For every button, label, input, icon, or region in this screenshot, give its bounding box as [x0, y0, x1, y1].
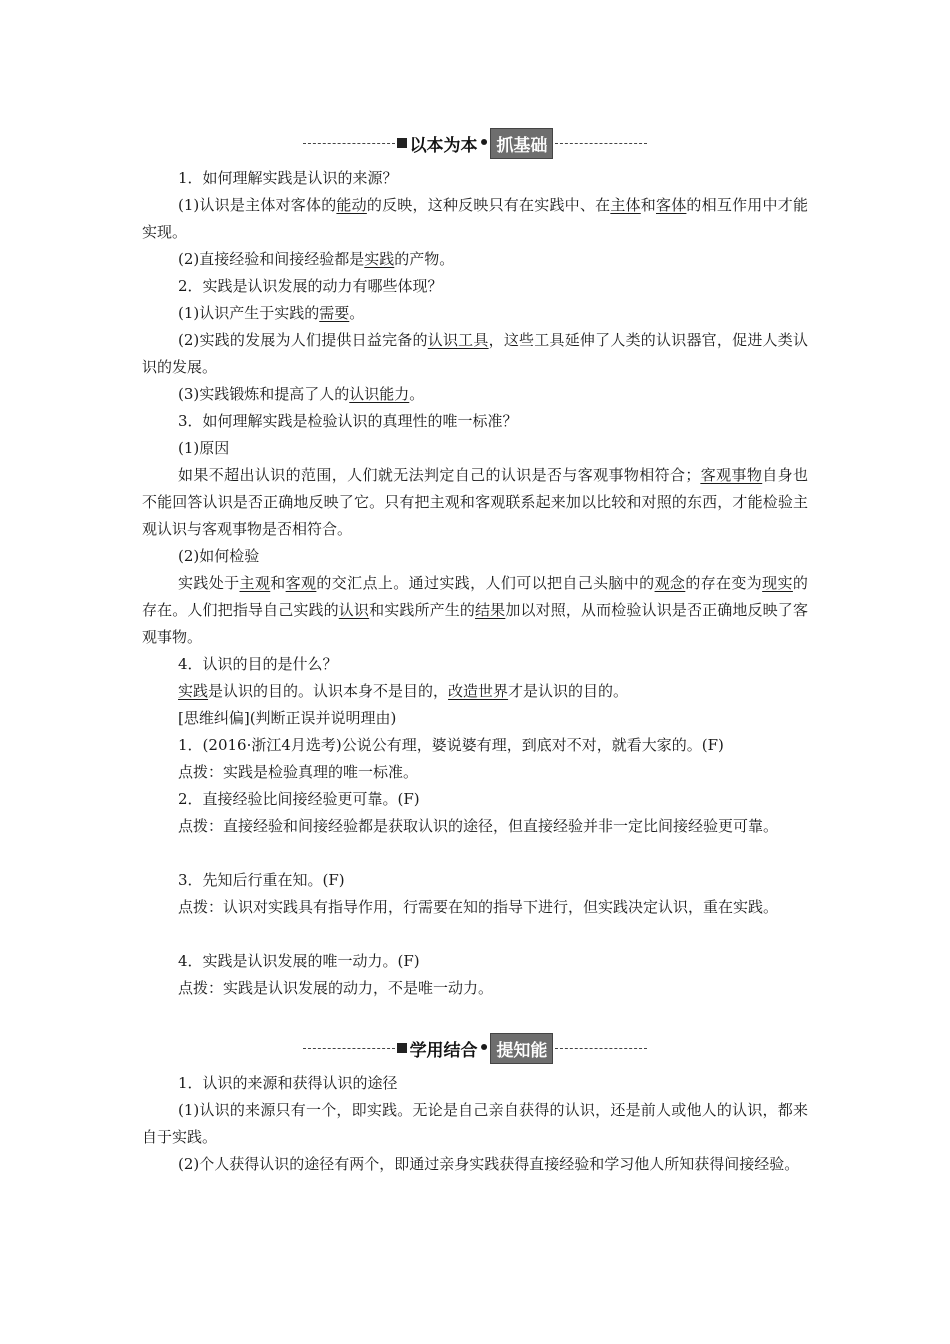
text-run: 的反映，这种反映只有在实践中、在	[366, 196, 611, 214]
think-item-4-hint: 点拨：实践是认识发展的动力，不是唯一动力。	[178, 979, 494, 997]
underlined-answer: 结果	[475, 601, 506, 619]
text-run: 和	[270, 574, 286, 592]
underlined-answer: 客观事物	[700, 466, 763, 484]
think-heading: [思维纠偏](判断正误并说明理由)	[178, 709, 397, 727]
text-run: 的存在变为	[685, 574, 763, 592]
think-item-2-question: 2．直接经验比间接经验更可靠。(F)	[178, 790, 420, 808]
text-run: (1)认识产生于实践的	[178, 304, 320, 322]
question-3-sub-1: (1)原因	[178, 439, 230, 457]
underlined-answer: 客体	[655, 196, 687, 214]
text-run: 如果不超出认识的范围，人们就无法判定自己的认识是否与客观事物相符合；	[178, 466, 701, 484]
section-banner-application	[0, 1033, 950, 1063]
banner-box-label: 抓基础	[490, 128, 553, 159]
think-item-4-question: 4．实践是认识发展的唯一动力。(F)	[178, 952, 420, 970]
text-run: 加以对照，从而检验认识是否正确地反映了客观事物。	[142, 601, 808, 646]
question-3-reason	[142, 462, 808, 543]
banner-box-label: 提知能	[490, 1033, 553, 1064]
underlined-answer: 观念	[654, 574, 686, 592]
text-run: 的相互作用中才能实现。	[142, 196, 808, 241]
text-run: (3)实践锻炼和提高了人的	[178, 385, 350, 403]
underlined-answer: 认识能力	[349, 385, 410, 403]
banner-dot: •	[478, 133, 490, 153]
text-run: (2)实践的发展为人们提供日益完备的	[178, 331, 428, 349]
text-run: 是认识的目的。认识本身不是目的，	[208, 682, 449, 700]
text-run: 。	[409, 385, 425, 403]
think-item-1-hint: 点拨：实践是检验真理的唯一标准。	[178, 763, 419, 781]
banner-dash-right	[555, 143, 647, 144]
section-banner-basics	[0, 128, 950, 158]
text-run: 自身也不能回答认识是否正确地反映了它。只有把主观和客观联系起来加以比较和对照的东西，才能检验主观认识与客观事物是否相符合。	[142, 466, 808, 538]
banner-title: 以本为本	[409, 135, 478, 156]
question-2-point-3	[142, 381, 808, 408]
sec2-heading: 1．认识的来源和获得认识的途径	[178, 1074, 398, 1092]
square-bullet-icon	[397, 138, 407, 148]
question-1-heading: 1．如何理解实践是认识的来源？	[178, 169, 398, 187]
text-run: (1)认识是主体对客体的	[178, 196, 337, 214]
underlined-answer: 认识	[338, 601, 370, 619]
underlined-answer: 主观	[239, 574, 271, 592]
question-2-point-1	[142, 300, 808, 327]
banner-title: 学用结合	[409, 1040, 478, 1061]
question-4-answer	[142, 678, 808, 705]
underlined-answer: 需要	[319, 304, 350, 322]
text-run: (2)直接经验和间接经验都是	[178, 250, 365, 268]
question-3-heading: 3．如何理解实践是检验认识的真理性的唯一标准？	[178, 412, 518, 430]
square-bullet-icon	[397, 1043, 407, 1053]
text-run: 的交汇点上。通过实践，人们可以把自己头脑中的	[316, 574, 655, 592]
underlined-answer: 主体	[610, 196, 641, 214]
banner-dash-right	[555, 1048, 647, 1049]
question-3-method	[142, 570, 808, 651]
question-2-heading: 2．实践是认识发展的动力有哪些体现？	[178, 277, 443, 295]
text-run: 的产物。	[394, 250, 455, 268]
text-run: 才是认识的目的。	[508, 682, 629, 700]
sec2-point-1: (1)认识的来源只有一个，即实践。无论是自己亲自获得的认识，还是前人或他人的认识，都来自于实践。	[142, 1101, 808, 1146]
banner-dash-left	[303, 1048, 395, 1049]
banner-dash-left	[303, 143, 395, 144]
question-1-point-2	[142, 246, 808, 273]
think-item-3-hint: 点拨：认识对实践具有指导作用，行需要在知的指导下进行，但实践决定认识，重在实践。	[178, 898, 779, 916]
text-run: 的存在。人们把指导自己实践的	[142, 574, 808, 619]
underlined-answer: 现实	[762, 574, 793, 592]
underlined-answer: 改造世界	[448, 682, 509, 700]
text-run: 实践处于	[178, 574, 240, 592]
text-run: 和实践所产生的	[369, 601, 476, 619]
question-3-sub-2: (2)如何检验	[178, 547, 260, 565]
underlined-answer: 客观	[285, 574, 317, 592]
think-item-3-question: 3．先知后行重在知。(F)	[178, 871, 345, 889]
think-item-2-hint: 点拨：直接经验和间接经验都是获取认识的途径，但直接经验并非一定比间接经验更可靠。	[178, 817, 779, 835]
underlined-answer: 实践	[364, 250, 395, 268]
underlined-answer: 认识工具	[427, 331, 489, 349]
text-run: 和	[640, 196, 656, 214]
question-2-point-2	[142, 327, 808, 381]
underlined-answer: 能动	[336, 196, 367, 214]
question-4-heading: 4．认识的目的是什么？	[178, 655, 338, 673]
banner-dot: •	[478, 1038, 490, 1058]
think-item-1-question: 1．(2016·浙江4月选考)公说公有理，婆说婆有理，到底对不对，就看大家的。(F)	[178, 736, 724, 754]
text-run: ，这些工具延伸了人类的认识器官，促进人类认识的发展。	[142, 331, 808, 376]
text-run: 。	[349, 304, 365, 322]
question-1-point-1	[142, 192, 808, 246]
underlined-answer: 实践	[178, 682, 209, 700]
sec2-point-2: (2)个人获得认识的途径有两个，即通过亲身实践获得直接经验和学习他人所知获得间接经验。	[178, 1155, 800, 1173]
